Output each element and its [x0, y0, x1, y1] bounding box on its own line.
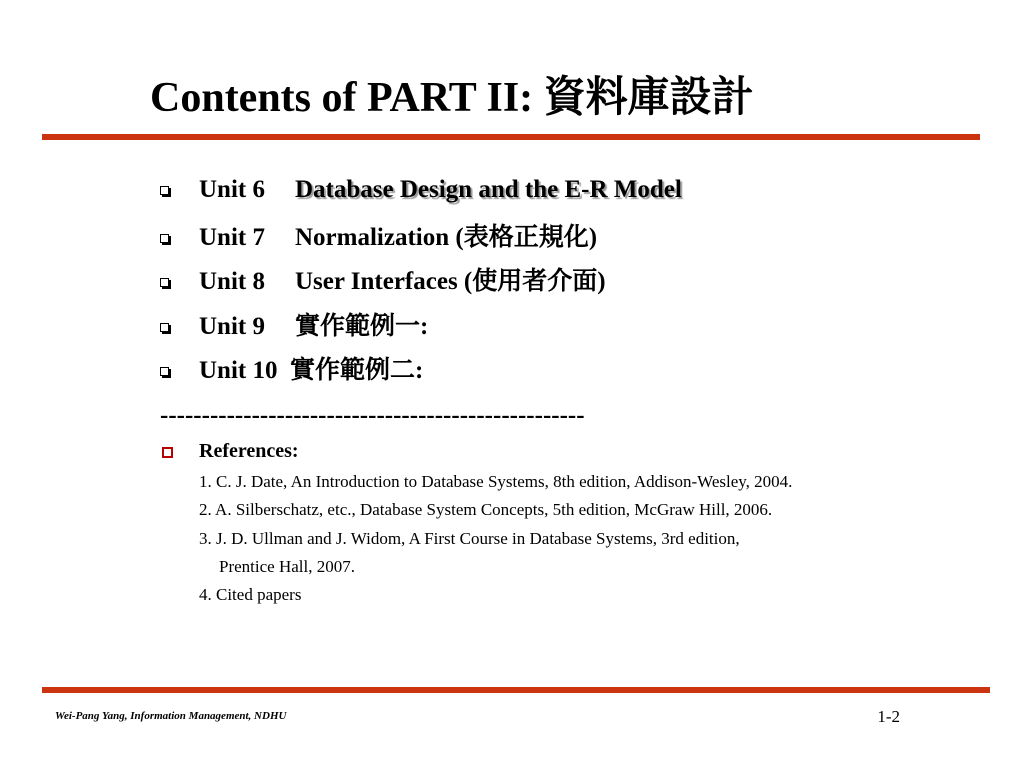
reference-item: 4. Cited papers: [199, 585, 302, 604]
square-bullet-icon: [162, 447, 173, 458]
unit-number: Unit 6: [199, 176, 265, 203]
dashed-separator: ---------------------------------------------------: [160, 402, 585, 429]
top-divider: [42, 134, 980, 140]
reference-item: 3. J. D. Ullman and J. Widom, A First Course in Database Systems, 3rd edition,: [199, 529, 740, 548]
page-number: 1-2: [877, 707, 900, 726]
unit-name: Database Design and the E-R Model: [295, 176, 682, 203]
unit-number: Unit 10: [199, 357, 278, 384]
square-bullet-icon: [160, 186, 169, 195]
square-bullet-icon: [160, 323, 169, 332]
square-bullet-icon: [160, 278, 169, 287]
unit-name: 實作範例一:: [295, 313, 429, 340]
unit-number: Unit 9: [199, 313, 265, 340]
unit-number: Unit 8: [199, 268, 265, 295]
references-title: References:: [199, 440, 299, 462]
reference-item: 2. A. Silberschatz, etc., Database System Concepts, 5th edition, McGraw Hill, 2006.: [199, 500, 773, 519]
bottom-divider: [42, 687, 990, 693]
reference-item-continuation: Prentice Hall, 2007.: [219, 557, 355, 576]
slide-title: Contents of PART II: 資料庫設計: [150, 75, 754, 121]
unit-name: User Interfaces (使用者介面): [295, 268, 606, 295]
unit-number: Unit 7: [199, 224, 265, 251]
footer-author: Wei-Pang Yang, Information Management, NDHU: [55, 710, 287, 722]
reference-item: 1. C. J. Date, An Introduction to Database Systems, 8th edition, Addison-Wesley, 2004.: [199, 472, 793, 491]
square-bullet-icon: [160, 234, 169, 243]
square-bullet-icon: [160, 367, 169, 376]
unit-name: Normalization (表格正規化): [295, 224, 598, 251]
unit-name: 實作範例二:: [290, 357, 424, 384]
